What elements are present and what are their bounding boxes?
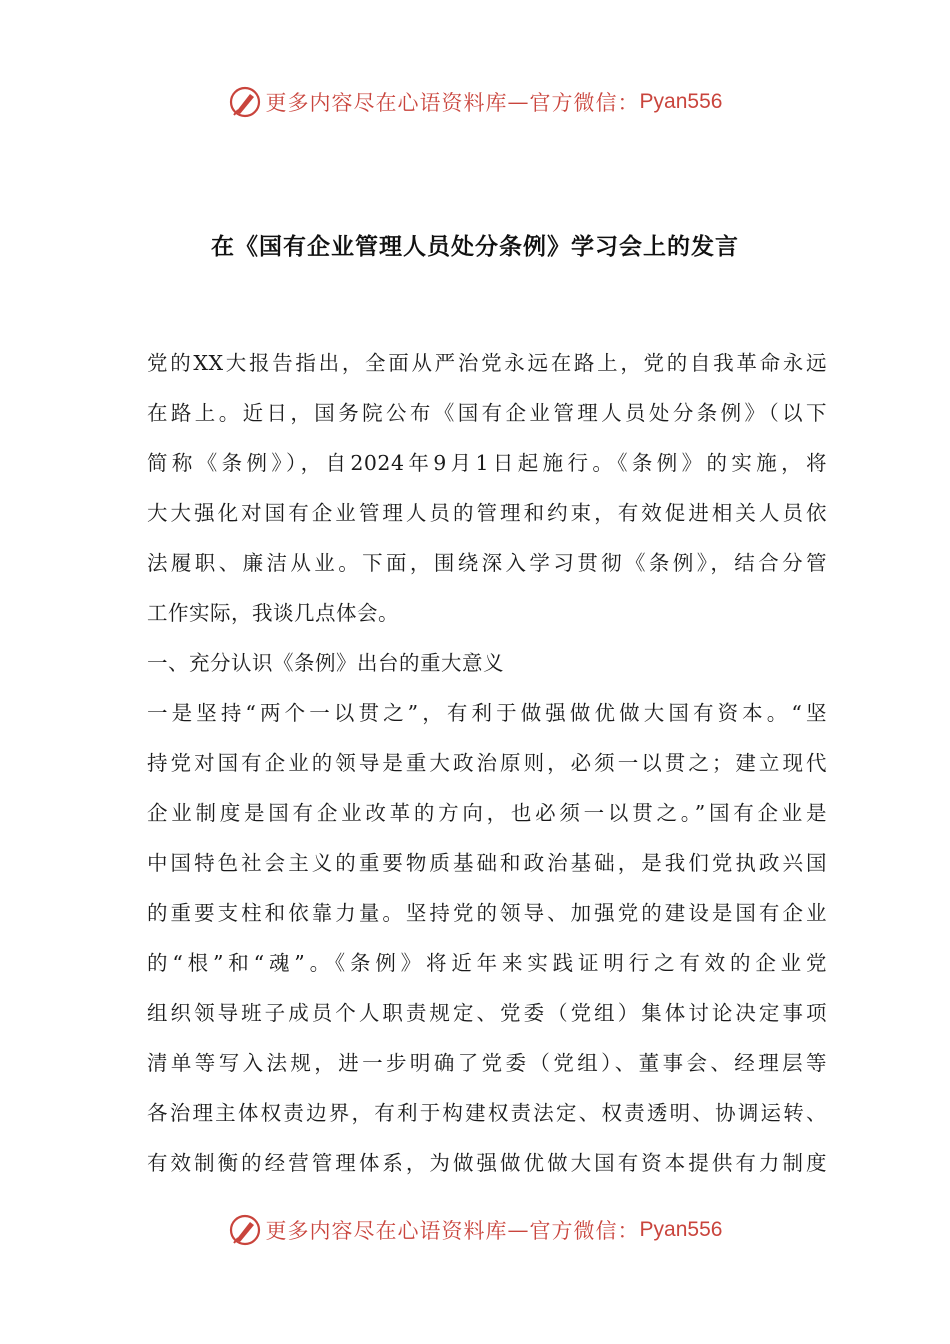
body-line: 在路上。近日，国务院公布《国有企业管理人员处分条例》（以下: [147, 401, 827, 425]
body-line: 清单等写入法规，进一步明确了党委（党组）、董事会、经理层等: [147, 1051, 827, 1075]
body-line: 简称《条例》），自2024年9月1日起施行。《条例》的实施，将: [147, 451, 827, 475]
footer-banner: [0, 1210, 950, 1250]
body-line: 大大强化对国有企业管理人员的管理和约束，有效促进相关人员依: [147, 501, 827, 525]
document-title: 在《国有企业管理人员处分条例》学习会上的发言: [211, 234, 739, 260]
body-line: 法履职、廉洁从业。下面，围绕深入学习贯彻《条例》，结合分管: [147, 551, 827, 575]
body-line: 一是坚持“两个一以贯之”，有利于做强做优做大国有资本。“坚: [147, 701, 827, 725]
body-line: 中国特色社会主义的重要物质基础和政治基础，是我们党执政兴国: [147, 851, 827, 875]
body-line: 的“根”和“魂”。《条例》将近年来实践证明行之有效的企业党: [147, 951, 827, 975]
banner-wechat-id: Pyan556: [639, 1218, 723, 1241]
body-line: 党的XX大报告指出，全面从严治党永远在路上，党的自我革命永远: [147, 351, 827, 375]
banner-dash: —: [507, 1218, 530, 1242]
body-line: 工作实际，我谈几点体会。: [147, 601, 399, 625]
body-line: 的重要支柱和依靠力量。坚持党的领导、加强党的建设是国有企业: [147, 901, 827, 925]
body-line: 持党对国有企业的领导是重大政治原则，必须一以贯之；建立现代: [147, 751, 827, 775]
banner-slogan: 更多内容尽在心语资料库: [265, 1219, 508, 1243]
body-line: 企业制度是国有企业改革的方向，也必须一以贯之。”国有企业是: [147, 801, 827, 825]
document-body: [147, 338, 827, 1188]
banner-wechat-id: Pyan556: [639, 90, 723, 113]
banner-slogan: 更多内容尽在心语资料库: [265, 91, 508, 115]
banner-wechat-label: 官方微信：: [529, 91, 640, 115]
pen-logo-icon: [228, 85, 262, 119]
body-line: 组织领导班子成员个人职责规定、党委（党组）集体讨论决定事项: [147, 1001, 827, 1025]
body-line: 有效制衡的经营管理体系，为做强做优做大国有资本提供有力制度: [147, 1151, 827, 1175]
section-heading: 一、充分认识《条例》出台的重大意义: [147, 651, 504, 675]
body-line: 各治理主体权责边界，有利于构建权责法定、权责透明、协调运转、: [147, 1101, 827, 1125]
banner-dash: —: [507, 90, 530, 114]
banner-wechat-label: 官方微信：: [529, 1219, 640, 1243]
pen-logo-icon: [228, 1213, 262, 1247]
header-banner: [0, 82, 950, 122]
